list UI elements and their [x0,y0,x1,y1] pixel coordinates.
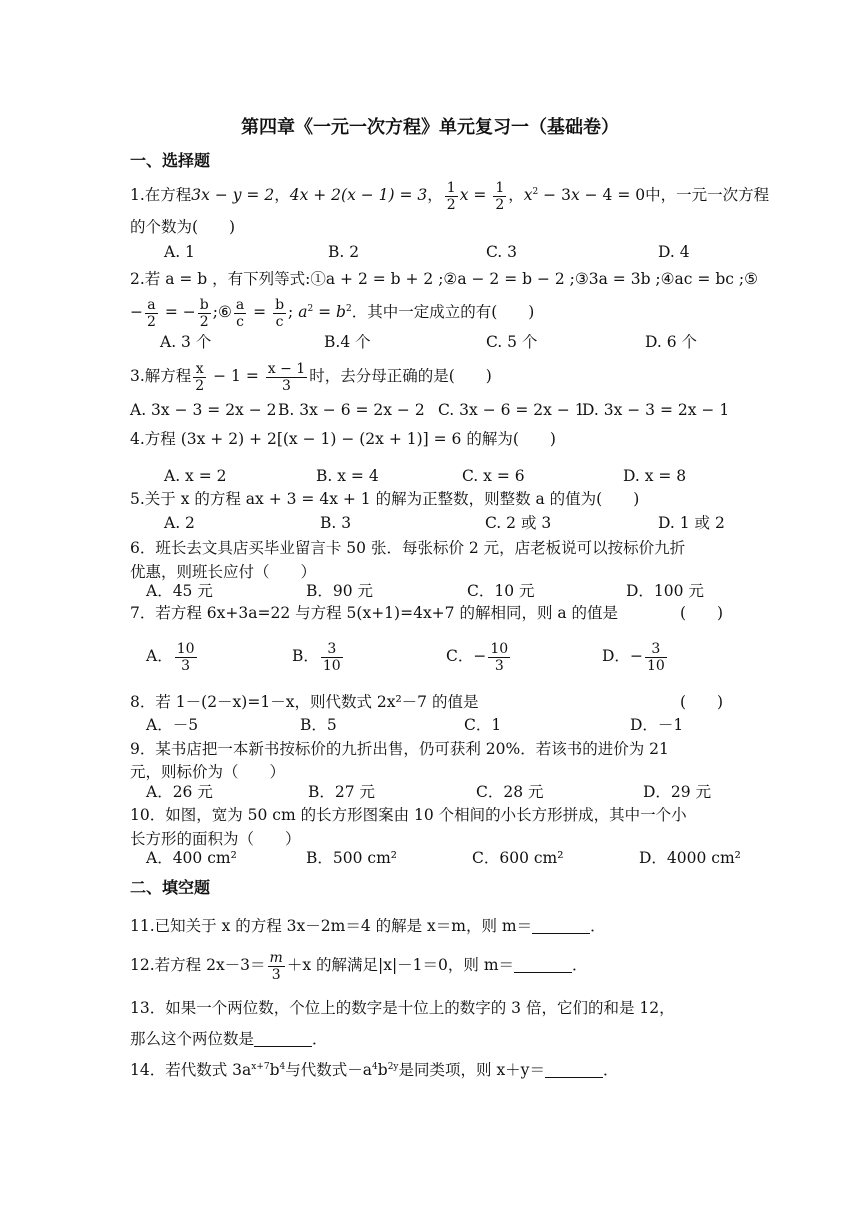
q2-line1: 2.若 a = b ，有下列等式:①a + 2 = b + 2 ;②a − 2 = b − 2 ;③3a = 3b ;④ac = bc ;⑤ [130,270,758,288]
section-choice-heading: 一、选择题 [130,151,211,170]
q14-answer-blank[interactable] [545,1059,603,1078]
q6-line1: 6．班长去文具店买毕业留言卡 50 张．每张标价 2 元，店老板说可以按标价九折 [130,539,686,557]
q7-option-c: C．− $\frac{10}{3}$ [446,640,509,674]
q2-line2: − $\frac{a}{2}$ = − $\frac{b}{2}$ ;⑥ $\frac{a}{c}$ = $\frac{b}{c}$ ; $a^2 = b^2$．其中一定成立的有( ) [130,296,535,330]
q9-line1: 9．某书店把一本新书按标价的九折出售，仍可获利 20%．若该书的进价为 21 [130,740,669,758]
q7-option-d: D．− $\frac{3}{10}$ [602,640,665,674]
q8-answer-paren: ( ) [680,693,724,711]
q11-answer-blank[interactable] [532,915,590,934]
q3-line1: 3.解方程 $\frac{x}{2}$ − 1 = $\frac{x - 1}{3}$ 时，去分母正确的是( ) [130,360,492,394]
q2-option-a: A. 3 个 [160,333,212,351]
q6-option-d: D．100 元 [626,582,704,600]
q8-option-b: B．5 [300,716,337,734]
q10-option-a: A．400 cm² [146,849,237,867]
page-title: 第四章《一元一次方程》单元复习一（基础卷） [241,117,619,138]
q2-option-b: B.4 个 [324,333,371,351]
q2-option-c: C. 5 个 [486,333,538,351]
q5-option-c: C. 2 或 3 [485,514,552,532]
q8-option-d: D．－1 [630,716,684,734]
q6-line2: 优惠，则班长应付（ ） [130,563,317,581]
q3-option-b: B. 3x − 6 = 2x − 2 [278,401,425,419]
q10-options [130,843,740,873]
q7-line1: 7．若方程 6x+3a=22 与方程 5(x+1)=4x+7 的解相同，则 a 的值是 ( ) [130,598,740,628]
q4-option-a: A. x = 2 [164,467,227,485]
q10-line1: 10．如图，宽为 50 cm 的长方形图案由 10 个相间的小长方形拼成，其中一个小 [130,806,687,824]
q9-option-a: A．26 元 [146,783,213,801]
q4-option-d: D. x = 8 [623,467,687,485]
q6-option-a: A．45 元 [146,582,213,600]
q8-option-a: A．－5 [146,716,199,734]
q6-option-c: C．10 元 [467,582,535,600]
q6-option-b: B．90 元 [306,582,374,600]
q4-option-c: C. x = 6 [462,467,525,485]
q13-line1: 13．如果一个两位数，个位上的数字是十位上的数字的 3 倍，它们的和是 12， [130,999,675,1017]
q8-option-c: C．1 [464,716,502,734]
q5-option-d: D. 1 或 2 [658,514,725,532]
q1-option-a: A. 1 [164,243,195,261]
q5-line1: 5.关于 x 的方程 ax + 3 = 4x + 1 的解为正整数，则整数 a 的值为( ) [130,490,640,508]
q2-option-d: D. 6 个 [645,333,698,351]
q7-options [130,635,740,677]
q14-line1: 14．若代数式 $3a^{x+7}b^4$与代数式$-a^4b^{2y}$是同类项，则 x＋y＝ ． [130,1061,619,1079]
section-fill-heading: 二、填空题 [130,878,211,897]
q5-option-a: A. 2 [164,514,195,532]
q13-line2: 那么这个两位数是 ． [130,1030,328,1048]
q4-option-b: B. x = 4 [316,467,379,485]
q8-line1: 8．若 1－(2－x)=1－x，则代数式 2x²－7 的值是 ( ) [130,687,740,717]
q10-option-c: C．600 cm² [472,849,564,867]
q3-option-d: D. 3x − 3 = 2x − 1 [582,401,730,419]
q5-option-b: B. 3 [320,514,352,532]
q9-option-c: C．28 元 [476,783,544,801]
q1-option-b: B. 2 [328,243,360,261]
q12-answer-blank[interactable] [514,954,572,973]
q11-line1: 11.已知关于 x 的方程 3x－2m＝4 的解是 x＝m，则 m＝ ． [130,917,606,935]
q9-option-d: D．29 元 [643,783,712,801]
q3-option-c: C. 3x − 6 = 2x − 1 [438,401,585,419]
q13-answer-blank[interactable] [254,1028,312,1047]
q9-option-b: B．27 元 [308,783,376,801]
q4-line1: 4.方程 (3x + 2) + 2[(x − 1) − (2x + 1)] = 6 的解为( ) [130,430,556,448]
q9-line2: 元，则标价为（ ） [130,763,286,781]
q3-options [130,395,740,425]
q12-line1: 12.若方程 2x－3＝ $\frac{m}{3}$ ＋x 的解满足|x|－1＝0，则 m＝ ． [130,949,588,983]
q10-option-b: B．500 cm² [306,849,397,867]
q1-line1: 1.在方程3x − y = 2，4x + 2(x − 1) = 3， $\frac{1}{2}$ x = $\frac{1}{2}$ ，$x^2 - 3x - 4 = 0$中，一元一次方程 [130,179,770,213]
q1-line2: 的个数为( ) [130,218,236,236]
q2-options [130,327,740,357]
q10-line2: 长方形的面积为（ ） [130,830,301,848]
q7-option-b: B． $\frac{3}{10}$ [292,640,341,674]
q1-option-c: C. 3 [486,243,518,261]
q10-option-d: D．4000 cm² [639,849,741,867]
q1-options [130,237,740,267]
q7-option-a: A． $\frac{10}{3}$ [146,640,195,674]
q3-option-a: A. 3x − 3 = 2x − 2 [130,401,277,419]
q7-answer-paren: ( ) [680,604,724,622]
q1-option-d: D. 4 [658,243,690,261]
